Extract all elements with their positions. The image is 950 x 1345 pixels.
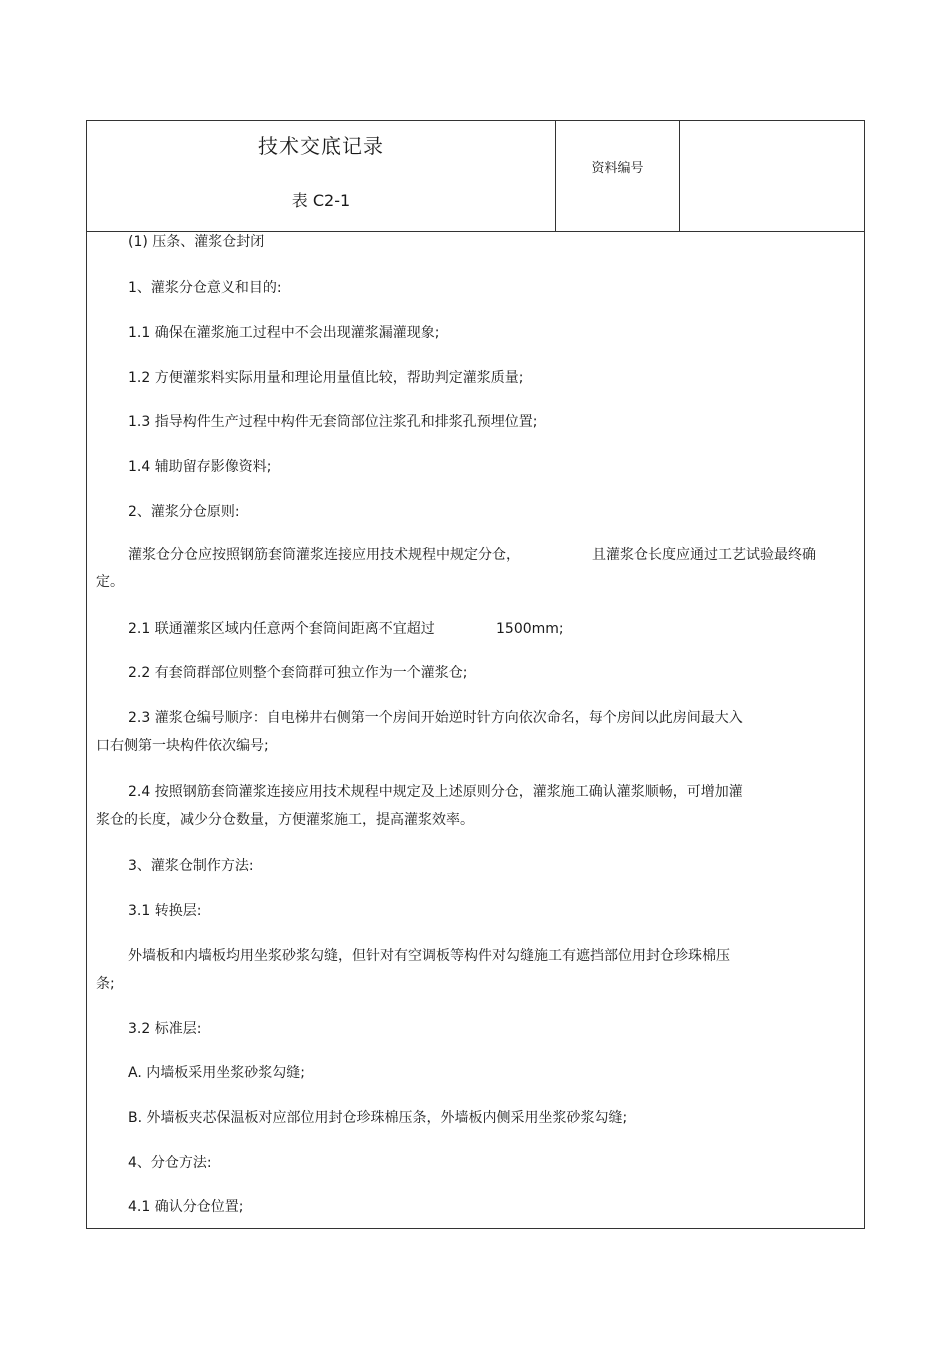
doc-no-label-cell: [556, 121, 680, 231]
list-item: 2.1 联通灌浆区域内任意两个套筒间距离不宜超过: [128, 621, 435, 637]
list-item: 3.2 标准层:: [128, 1021, 202, 1037]
record-form: [86, 120, 865, 1229]
section-heading: (1) 压条、灌浆仓封闭: [128, 234, 265, 250]
paragraph-line: 外墙板和内墙板均用坐浆砂浆勾缝，但针对有空调板等构件对勾缝施工有遮挡部位用封仓珍珠棉压: [128, 948, 730, 964]
list-item: 1.1 确保在灌浆施工过程中不会出现灌浆漏灌现象;: [128, 325, 440, 341]
doc-no-value-cell: [680, 121, 864, 231]
paragraph-line: 条;: [96, 976, 115, 992]
list-item: 2.4 按照钢筋套筒灌浆连接应用技术规程中规定及上述原则分仓，灌浆施工确认灌浆顺畅，可增加灌: [128, 784, 743, 800]
list-item: 1.4 辅助留存影像资料;: [128, 459, 272, 475]
paragraph-line: 定。: [96, 574, 124, 590]
form-code: 表 C2-1: [291, 191, 351, 210]
list-item: 4.1 确认分仓位置;: [128, 1199, 244, 1215]
paragraph-line: 灌浆仓分仓应按照钢筋套筒灌浆连接应用技术规程中规定分仓，: [128, 547, 520, 563]
list-item: B. 外墙板夹芯保温板对应部位用封仓珍珠棉压条，外墙板内侧采用坐浆砂浆勾缝;: [128, 1110, 628, 1126]
section-heading: 2、灌浆分仓原则:: [128, 504, 240, 520]
list-item: 浆仓的长度，减少分仓数量，方便灌浆施工，提高灌浆效率。: [96, 812, 474, 828]
section-heading: 3、灌浆仓制作方法:: [128, 858, 254, 874]
section-heading: 4、分仓方法:: [128, 1155, 212, 1171]
paragraph-line: 且灌浆仓长度应通过工艺试验最终确: [592, 547, 816, 563]
list-item: 3.1 转换层:: [128, 903, 202, 919]
doc-no-label: 资料编号: [591, 161, 644, 176]
list-item: A. 内墙板采用坐浆砂浆勾缝;: [128, 1065, 305, 1081]
list-item: 2.2 有套筒群部位则整个套筒群可独立作为一个灌浆仓;: [128, 665, 468, 681]
list-item: 1500mm;: [496, 621, 564, 637]
title-cell: [87, 121, 556, 231]
section-heading: 1、灌浆分仓意义和目的:: [128, 280, 282, 296]
form-header: [87, 121, 864, 232]
list-item: 1.2 方便灌浆料实际用量和理论用量值比较，帮助判定灌浆质量;: [128, 370, 524, 386]
page-title: 技术交底记录: [258, 134, 384, 158]
list-item: 2.3 灌浆仓编号顺序：自电梯井右侧第一个房间开始逆时针方向依次命名，每个房间以此房间最大入: [128, 710, 743, 726]
list-item: 1.3 指导构件生产过程中构件无套筒部位注浆孔和排浆孔预埋位置;: [128, 414, 538, 430]
list-item: 口右侧第一块构件依次编号;: [96, 738, 269, 754]
